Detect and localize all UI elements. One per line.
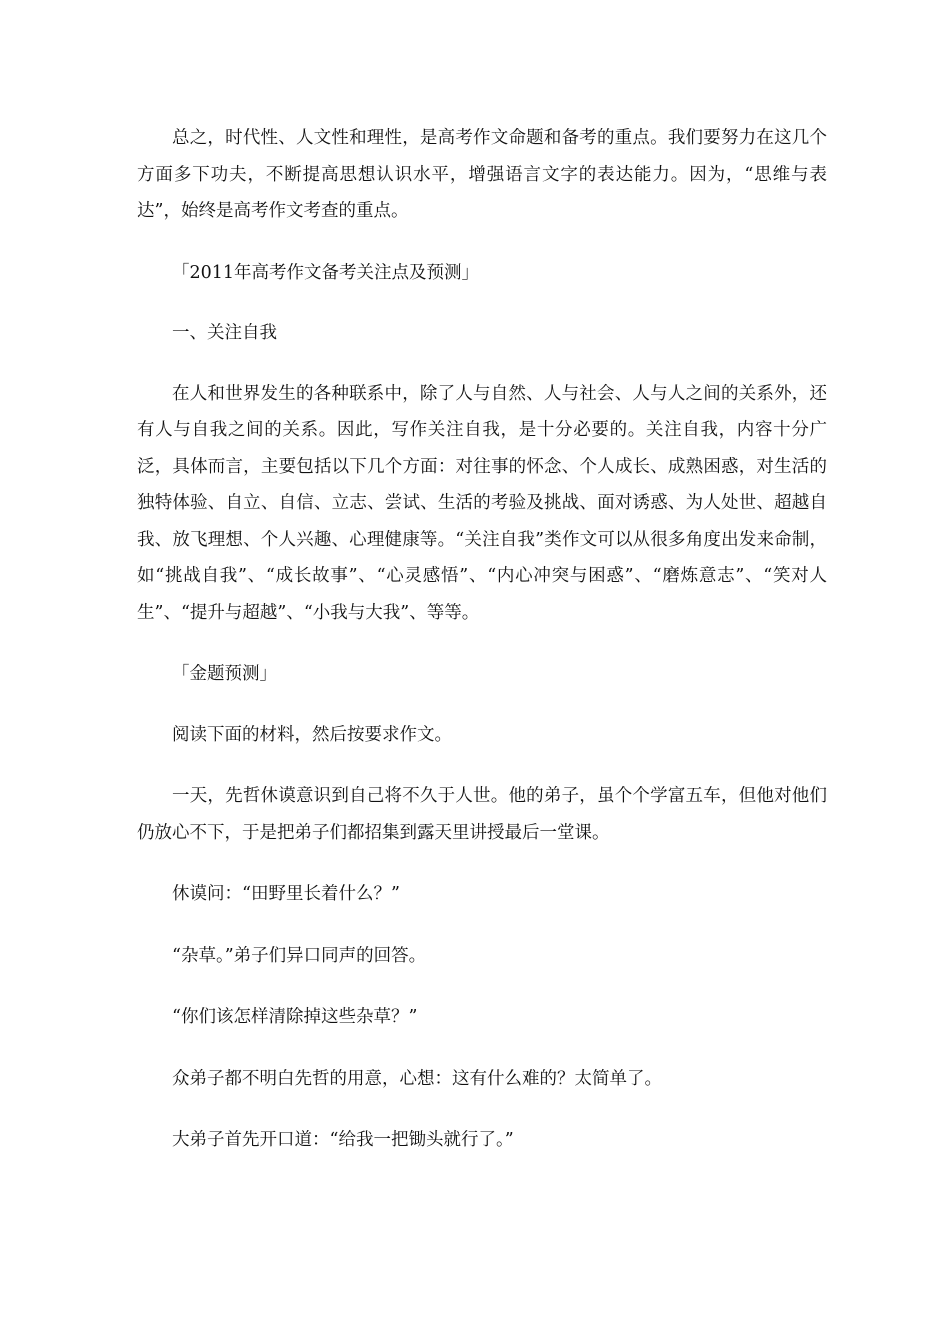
paragraph-summary: 总之，时代性、人文性和理性，是高考作文命题和备考的重点。我们要努力在这几个方面多下功夫，不断提高思想认识水平，增强语言文字的表达能力。因为，“思维与表达”，始终是高考作文考查的重点。 [137,128,827,221]
paragraph-dialogue-question: 休谟问：“田野里长着什么？” [172,884,400,904]
section-heading-2011-forecast: 「2011年高考作文备考关注点及预测」 [172,262,480,283]
paragraph-dialogue-answer: “杂草。”弟子们异口同声的回答。 [172,945,427,966]
paragraph-story-intro: 一天，先哲休谟意识到自己将不久于人世。他的弟子，虽个个学富五车，但他对他们仍放心不下，于是把弟子们都招集到露天里讲授最后一堂课。 [137,786,827,843]
paragraph-first-disciple: 大弟子首先开口道：“给我一把锄头就行了。” [172,1130,514,1150]
subsection-heading-focus-on-self: 一、关注自我 [172,323,277,343]
paragraph-instruction: 阅读下面的材料，然后按要求作文。 [172,724,452,745]
section-heading-prediction: 「金题预测」 [172,664,277,684]
paragraph-self-relationship: 在人和世界发生的各种联系中，除了人与自然、人与社会、人与人之间的关系外，还有人与自我之间的关系。因此，写作关注自我，是十分必要的。关注自我，内容十分广泛，具体而言，主要包括以下几个方面：对往事的怀念、个人成长、成熟困惑，对生活的独特体验、自立、自信、立志、尝试、生活的考验及挑战、面对诱惑、为人处世、超越自我、放飞理想、个人兴趣、心理健康等。“关注自我”类作文可以从很多角度出发来命制，如“挑战自我”、“成长故事”、“心灵感悟”、“内心冲突与困惑”、“磨炼意志”、“笑对人生”、“提升与超越”、“小我与大我”、等等。 [137,383,827,623]
paragraph-dialogue-followup: “你们该怎样清除掉这些杂草？” [172,1007,418,1027]
paragraph-disciples-thought: 众弟子都不明白先哲的用意，心想：这有什么难的？太简单了。 [172,1068,662,1089]
document-body [137,120,827,1184]
